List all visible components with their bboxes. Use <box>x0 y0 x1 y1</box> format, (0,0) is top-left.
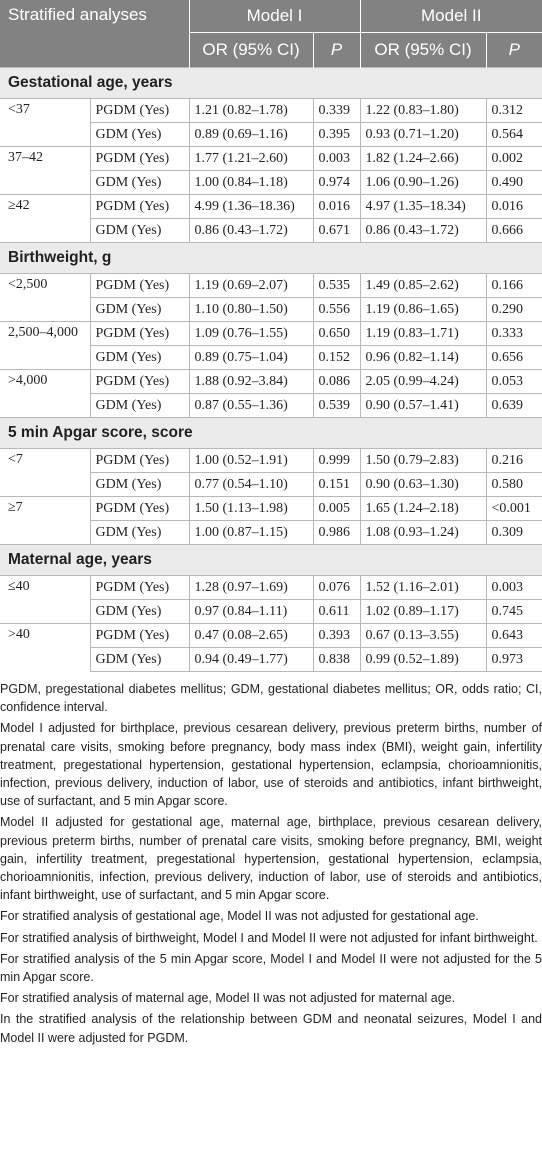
model-1-p-cell: 0.535 <box>313 274 360 298</box>
stratum-label: <2,500 <box>0 274 90 322</box>
model-1-or-cell: 0.94 (0.49–1.77) <box>189 648 313 672</box>
table-row <box>0 274 542 298</box>
exposure-cell: PGDM (Yes) <box>90 195 189 219</box>
section-title: 5 min Apgar score, score <box>0 418 542 449</box>
model-2-or-cell: 0.86 (0.43–1.72) <box>360 219 486 243</box>
model-1-p-cell: 0.650 <box>313 322 360 346</box>
model-2-p-cell: 0.312 <box>486 99 542 123</box>
table-row <box>0 624 542 648</box>
exposure-cell: PGDM (Yes) <box>90 274 189 298</box>
exposure-cell: PGDM (Yes) <box>90 449 189 473</box>
model-2-or-cell: 0.90 (0.57–1.41) <box>360 394 486 418</box>
model-1-p-cell: 0.395 <box>313 123 360 147</box>
model-1-or-cell: 1.19 (0.69–2.07) <box>189 274 313 298</box>
model-2-p-cell: 0.639 <box>486 394 542 418</box>
exposure-cell: GDM (Yes) <box>90 346 189 370</box>
model-1-p-cell: 0.152 <box>313 346 360 370</box>
model-1-or-cell: 1.88 (0.92–3.84) <box>189 370 313 394</box>
footnote: For stratified analysis of maternal age, Model II was not adjusted for maternal age. <box>0 991 456 1006</box>
exposure-cell: GDM (Yes) <box>90 600 189 624</box>
model-2-or-cell: 0.93 (0.71–1.20) <box>360 123 486 147</box>
model-2-p-cell: <0.001 <box>486 497 542 521</box>
model-1-p-cell: 0.671 <box>313 219 360 243</box>
section-row <box>0 418 542 449</box>
model-2-or-cell: 1.50 (0.79–2.83) <box>360 449 486 473</box>
exposure-cell: GDM (Yes) <box>90 394 189 418</box>
model-2-or-cell: 1.19 (0.86–1.65) <box>360 298 486 322</box>
model-2-p-cell: 0.053 <box>486 370 542 394</box>
model-1-p-cell: 0.151 <box>313 473 360 497</box>
footnote: For stratified analysis of the 5 min Apgar score, Model I and Model II were not adjusted for the 5 min Apgar score. <box>0 951 542 985</box>
exposure-cell: GDM (Yes) <box>90 298 189 322</box>
model-2-or-cell: 1.65 (1.24–2.18) <box>360 497 486 521</box>
model-1-p-header: P <box>313 33 360 68</box>
model-1-p-cell: 0.005 <box>313 497 360 521</box>
stratum-label: <37 <box>0 99 90 147</box>
model-1-p-cell: 0.974 <box>313 171 360 195</box>
section-row <box>0 545 542 576</box>
model-2-or-cell: 1.19 (0.83–1.71) <box>360 322 486 346</box>
model-2-p-cell: 0.290 <box>486 298 542 322</box>
section-row <box>0 243 542 274</box>
model-2-p-cell: 0.016 <box>486 195 542 219</box>
exposure-cell: PGDM (Yes) <box>90 147 189 171</box>
exposure-cell: GDM (Yes) <box>90 123 189 147</box>
model-1-or-cell: 0.89 (0.75–1.04) <box>189 346 313 370</box>
model-1-or-cell: 1.21 (0.82–1.78) <box>189 99 313 123</box>
model-2-or-cell: 1.08 (0.93–1.24) <box>360 521 486 545</box>
table-row <box>0 99 542 123</box>
model-1-p-cell: 0.393 <box>313 624 360 648</box>
model-2-or-cell: 0.99 (0.52–1.89) <box>360 648 486 672</box>
stratum-label: >40 <box>0 624 90 672</box>
exposure-cell: GDM (Yes) <box>90 648 189 672</box>
model-2-p-cell: 0.973 <box>486 648 542 672</box>
stratum-label: ≥7 <box>0 497 90 545</box>
model-2-or-cell: 1.06 (0.90–1.26) <box>360 171 486 195</box>
exposure-cell: GDM (Yes) <box>90 219 189 243</box>
table-row <box>0 497 542 521</box>
exposure-cell: GDM (Yes) <box>90 171 189 195</box>
model-1-or-cell: 1.00 (0.84–1.18) <box>189 171 313 195</box>
stratum-label: 37–42 <box>0 147 90 195</box>
footnote: PGDM, pregestational diabetes mellitus; GDM, gestational diabetes mellitus; OR, odds ratio; CI, confidence interval. <box>0 682 542 715</box>
section-title: Maternal age, years <box>0 545 542 576</box>
model-2-p-header: P <box>486 33 542 68</box>
stratum-label: >4,000 <box>0 370 90 418</box>
footnote: Model II adjusted for gestational age, maternal age, birthplace, previous cesarean delivery, previous preterm births, number of prenatal care visits, smoking before pregnancy, BMI, weight gain, infertility treatment, pregestational hypertension, gestational hypertension, eclampsia, chorioamnionitis, infection, previous delivery, induction of labor, use of steroids and antibiotics, infant birthweight, use of surfactant, and 5 min Apgar score. <box>0 815 542 903</box>
model-1-or-cell: 0.97 (0.84–1.11) <box>189 600 313 624</box>
exposure-cell: PGDM (Yes) <box>90 576 189 600</box>
exposure-cell: GDM (Yes) <box>90 473 189 497</box>
footnote: For stratified analysis of birthweight, Model I and Model II were not adjusted for infant birthweight. <box>0 930 538 945</box>
model-2-or-cell: 0.67 (0.13–3.55) <box>360 624 486 648</box>
model-1-p-cell: 0.986 <box>313 521 360 545</box>
table-row <box>0 576 542 600</box>
model-2-header: Model II <box>360 0 542 33</box>
model-1-p-cell: 0.016 <box>313 195 360 219</box>
model-1-or-cell: 1.00 (0.87–1.15) <box>189 521 313 545</box>
model-1-or-cell: 1.10 (0.80–1.50) <box>189 298 313 322</box>
stratum-label: ≤40 <box>0 576 90 624</box>
stratum-label: ≥42 <box>0 195 90 243</box>
stub-header: Stratified analyses <box>0 0 189 68</box>
model-2-or-cell: 1.52 (1.16–2.01) <box>360 576 486 600</box>
model-1-p-cell: 0.076 <box>313 576 360 600</box>
model-2-p-cell: 0.643 <box>486 624 542 648</box>
model-1-p-cell: 0.086 <box>313 370 360 394</box>
model-2-or-cell: 1.22 (0.83–1.80) <box>360 99 486 123</box>
model-2-p-cell: 0.564 <box>486 123 542 147</box>
model-1-p-cell: 0.611 <box>313 600 360 624</box>
model-2-or-header: OR (95% CI) <box>360 33 486 68</box>
model-1-or-cell: 0.87 (0.55–1.36) <box>189 394 313 418</box>
model-1-header: Model I <box>189 0 360 33</box>
model-1-or-cell: 4.99 (1.36–18.36) <box>189 195 313 219</box>
model-2-p-cell: 0.216 <box>486 449 542 473</box>
model-2-p-cell: 0.333 <box>486 322 542 346</box>
model-1-or-cell: 1.50 (1.13–1.98) <box>189 497 313 521</box>
model-2-or-cell: 1.82 (1.24–2.66) <box>360 147 486 171</box>
model-2-p-cell: 0.002 <box>486 147 542 171</box>
table-row <box>0 370 542 394</box>
exposure-cell: PGDM (Yes) <box>90 497 189 521</box>
table-row <box>0 147 542 171</box>
model-1-or-cell: 0.47 (0.08–2.65) <box>189 624 313 648</box>
model-1-or-cell: 0.77 (0.54–1.10) <box>189 473 313 497</box>
exposure-cell: PGDM (Yes) <box>90 99 189 123</box>
model-1-or-cell: 1.09 (0.76–1.55) <box>189 322 313 346</box>
model-2-p-cell: 0.490 <box>486 171 542 195</box>
section-title: Gestational age, years <box>0 68 542 99</box>
model-2-or-cell: 0.96 (0.82–1.14) <box>360 346 486 370</box>
table-row <box>0 322 542 346</box>
table-footnotes <box>0 672 542 1047</box>
model-2-p-cell: 0.003 <box>486 576 542 600</box>
model-1-or-cell: 1.28 (0.97–1.69) <box>189 576 313 600</box>
model-1-p-cell: 0.999 <box>313 449 360 473</box>
model-2-or-cell: 2.05 (0.99–4.24) <box>360 370 486 394</box>
model-1-or-cell: 1.00 (0.52–1.91) <box>189 449 313 473</box>
table-body <box>0 68 542 672</box>
stratum-label: <7 <box>0 449 90 497</box>
exposure-cell: GDM (Yes) <box>90 521 189 545</box>
model-2-or-cell: 1.02 (0.89–1.17) <box>360 600 486 624</box>
model-2-p-cell: 0.309 <box>486 521 542 545</box>
model-2-p-cell: 0.666 <box>486 219 542 243</box>
model-2-or-cell: 0.90 (0.63–1.30) <box>360 473 486 497</box>
model-1-p-cell: 0.556 <box>313 298 360 322</box>
table-row <box>0 449 542 473</box>
table-row <box>0 195 542 219</box>
exposure-cell: PGDM (Yes) <box>90 322 189 346</box>
model-1-or-cell: 0.89 (0.69–1.16) <box>189 123 313 147</box>
model-2-p-cell: 0.580 <box>486 473 542 497</box>
model-2-p-cell: 0.745 <box>486 600 542 624</box>
model-2-p-cell: 0.656 <box>486 346 542 370</box>
model-2-or-cell: 1.49 (0.85–2.62) <box>360 274 486 298</box>
section-row <box>0 68 542 99</box>
exposure-cell: PGDM (Yes) <box>90 370 189 394</box>
stratum-label: 2,500–4,000 <box>0 322 90 370</box>
model-1-or-header: OR (95% CI) <box>189 33 313 68</box>
footnote: Model I adjusted for birthplace, previous cesarean delivery, previous preterm births, number of prenatal care visits, smoking before pregnancy, body mass index (BMI), weight gain, infertility treatment, pregestational hypertension, gestational hypertension, eclampsia, chorioamnionitis, infection, previous delivery, induction of labor, use of steroids and antibiotics, infant birthweight, use of surfactant, and 5 min Apgar score. <box>0 721 542 809</box>
model-1-p-cell: 0.339 <box>313 99 360 123</box>
model-1-p-cell: 0.003 <box>313 147 360 171</box>
footnote: For stratified analysis of gestational age, Model II was not adjusted for gestational age. <box>0 909 479 924</box>
model-1-p-cell: 0.539 <box>313 394 360 418</box>
model-1-or-cell: 0.86 (0.43–1.72) <box>189 219 313 243</box>
model-1-or-cell: 1.77 (1.21–2.60) <box>189 147 313 171</box>
model-2-p-cell: 0.166 <box>486 274 542 298</box>
exposure-cell: PGDM (Yes) <box>90 624 189 648</box>
section-title: Birthweight, g <box>0 243 542 274</box>
model-1-p-cell: 0.838 <box>313 648 360 672</box>
model-2-or-cell: 4.97 (1.35–18.34) <box>360 195 486 219</box>
footnote: In the stratified analysis of the relationship between GDM and neonatal seizures, Model I and Model II were adjusted for PGDM. <box>0 1012 542 1045</box>
